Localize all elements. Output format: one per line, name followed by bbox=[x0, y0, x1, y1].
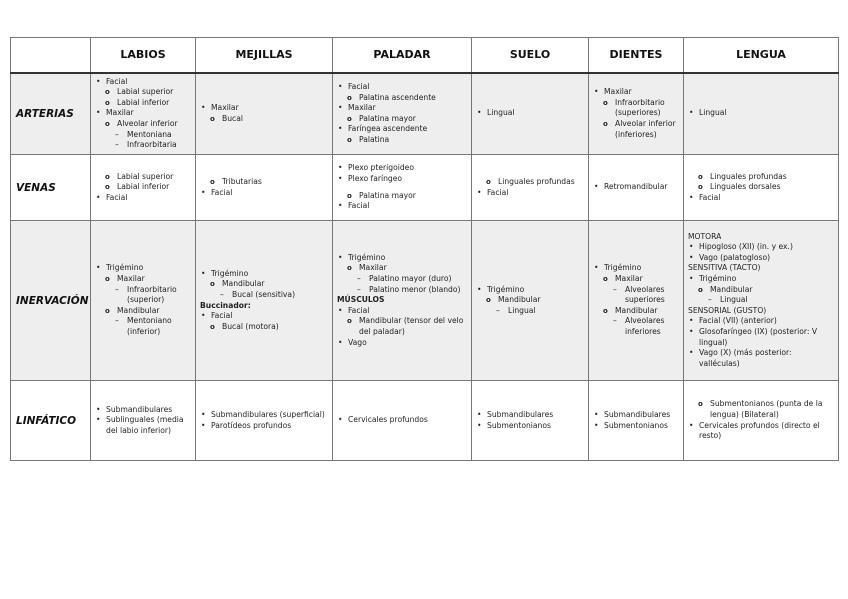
bullet-icon: • bbox=[477, 420, 482, 430]
cell-arterias-lengua bbox=[684, 73, 839, 155]
row-label-venas: VENAS bbox=[11, 155, 91, 221]
list-item-text: Plexo faríngeo bbox=[348, 173, 403, 183]
list-item bbox=[476, 410, 584, 421]
cell-linfatico-suelo bbox=[472, 381, 589, 461]
list-item bbox=[688, 421, 834, 442]
list-item-text: Palatina mayor bbox=[359, 113, 416, 123]
list-item-text: Hipogloso (XII) (in. y ex.) bbox=[699, 242, 793, 252]
list-item bbox=[200, 269, 328, 280]
list-item-text: Lingual bbox=[508, 305, 536, 315]
list-item bbox=[200, 188, 328, 199]
list-item bbox=[593, 182, 679, 193]
list-item bbox=[337, 263, 467, 274]
bullet-icon: • bbox=[338, 415, 343, 425]
list-item bbox=[95, 140, 191, 151]
list-item bbox=[688, 274, 834, 285]
list-item bbox=[688, 327, 834, 348]
list-item-text: Submandibulares bbox=[604, 409, 671, 419]
list-item bbox=[688, 232, 834, 243]
list-item-text: Trigémino bbox=[699, 274, 737, 284]
list-item-text: Labial inferior bbox=[117, 97, 170, 107]
bullet-icon: o bbox=[698, 285, 703, 294]
bullet-icon: o bbox=[486, 296, 491, 305]
bullet-icon: • bbox=[689, 316, 694, 326]
list-item bbox=[337, 306, 467, 317]
bullet-icon: • bbox=[477, 187, 482, 197]
list-item bbox=[337, 124, 467, 135]
list-item-text: Lingual bbox=[720, 295, 748, 305]
list-item-text: Maxilar bbox=[604, 87, 632, 97]
cell-venas-mejillas bbox=[196, 155, 333, 221]
list-item-text: SENSITIVA (TACTO) bbox=[688, 263, 761, 273]
list-item bbox=[688, 263, 834, 274]
list-item bbox=[337, 82, 467, 93]
list-item bbox=[200, 322, 328, 333]
list-item-text: Alveolar inferior bbox=[117, 119, 178, 129]
list-item-text: Trigémino bbox=[211, 268, 249, 278]
bullet-icon: • bbox=[201, 409, 206, 419]
list-item bbox=[688, 172, 834, 183]
list-item bbox=[593, 421, 679, 432]
list-item bbox=[337, 274, 467, 285]
list-item-text: Trigémino bbox=[604, 263, 642, 273]
list-item-text: Facial bbox=[487, 187, 509, 197]
row-label-linfatico: LINFÁTICO bbox=[11, 381, 91, 461]
cell-linfatico-paladar bbox=[333, 381, 472, 461]
list-item-text: Palatina bbox=[359, 134, 390, 144]
bullet-icon: • bbox=[338, 81, 343, 91]
list-item bbox=[476, 421, 584, 432]
list-item bbox=[337, 201, 467, 212]
row-venas bbox=[11, 155, 839, 221]
list-item-text: Cervicales profundos (directo el resto) bbox=[699, 420, 820, 441]
bullet-icon: • bbox=[477, 409, 482, 419]
list-item-text: Maxilar bbox=[348, 103, 376, 113]
list-item-text: Mandibular bbox=[117, 305, 160, 315]
list-item-text: SENSORIAL (GUSTO) bbox=[688, 305, 767, 315]
list-item-text: Faríngea ascendente bbox=[348, 124, 428, 134]
cell-venas-labios bbox=[91, 155, 196, 221]
bullet-icon: o bbox=[698, 183, 703, 192]
header-labios: LABIOS bbox=[91, 38, 196, 73]
bullet-icon: o bbox=[210, 177, 215, 186]
bullet-icon: • bbox=[594, 420, 599, 430]
list-item-text: Bucal (sensitiva) bbox=[232, 289, 296, 299]
list-item-text: Palatina mayor bbox=[359, 190, 416, 200]
list-item bbox=[688, 306, 834, 317]
list-item-text: Mandibular (tensor del velo del paladar) bbox=[359, 316, 464, 336]
bullet-icon: • bbox=[594, 263, 599, 273]
list-item bbox=[688, 285, 834, 296]
bullet-icon: – bbox=[115, 140, 119, 150]
list-item bbox=[337, 114, 467, 125]
list-item bbox=[95, 285, 191, 306]
bullet-icon: • bbox=[689, 242, 694, 252]
list-item bbox=[200, 103, 328, 114]
bullet-icon: – bbox=[115, 129, 119, 139]
bullet-icon: • bbox=[96, 263, 101, 273]
list-item bbox=[95, 119, 191, 130]
list-item bbox=[476, 177, 584, 188]
anatomy-table bbox=[10, 37, 839, 461]
list-item bbox=[337, 253, 467, 264]
bullet-icon: • bbox=[96, 76, 101, 86]
list-item-text: Alveolar inferior (inferiores) bbox=[615, 119, 676, 139]
list-item bbox=[337, 338, 467, 349]
list-item bbox=[593, 119, 679, 140]
bullet-icon: • bbox=[594, 409, 599, 419]
list-item-text: Submandibulares bbox=[106, 404, 173, 414]
list-item-text: Linguales profundas bbox=[498, 176, 575, 186]
bullet-icon: • bbox=[96, 192, 101, 202]
list-item-text: Trigémino bbox=[487, 284, 525, 294]
bullet-icon: • bbox=[689, 420, 694, 430]
bullet-icon: • bbox=[96, 415, 101, 425]
list-item-text: Labial superior bbox=[117, 87, 174, 97]
list-item bbox=[95, 77, 191, 88]
header-row bbox=[11, 38, 839, 73]
list-item bbox=[688, 242, 834, 253]
list-item-text: Facial bbox=[211, 187, 233, 197]
list-item-text: Infraorbitario (superior) bbox=[127, 284, 177, 305]
list-item-text: Vago (palatogloso) bbox=[699, 252, 771, 262]
row-arterias bbox=[11, 73, 839, 155]
list-item-text: Submentonianos bbox=[604, 420, 668, 430]
list-item bbox=[200, 114, 328, 125]
bullet-icon: o bbox=[105, 306, 110, 315]
list-item bbox=[95, 306, 191, 317]
list-item bbox=[593, 274, 679, 285]
list-item bbox=[476, 285, 584, 296]
bullet-icon: • bbox=[201, 268, 206, 278]
bullet-icon: • bbox=[689, 252, 694, 262]
list-item bbox=[337, 295, 467, 306]
list-item-text: Maxilar bbox=[117, 274, 145, 284]
list-item-text: Trigémino bbox=[106, 263, 144, 273]
cell-inervacion-suelo bbox=[472, 221, 589, 381]
list-item bbox=[200, 177, 328, 188]
list-item bbox=[476, 295, 584, 306]
list-item bbox=[688, 108, 834, 119]
bullet-icon: – bbox=[115, 316, 119, 326]
list-item bbox=[688, 348, 834, 369]
list-item-text: Sublinguales (media del labio inferior) bbox=[106, 415, 184, 435]
list-item-text: Cervicales profundos bbox=[348, 415, 428, 425]
list-item-text: Buccinador: bbox=[200, 300, 251, 310]
list-item-text: Labial superior bbox=[117, 171, 174, 181]
list-item-text: Maxilar bbox=[359, 263, 387, 273]
bullet-icon: o bbox=[347, 191, 352, 200]
bullet-icon: • bbox=[201, 311, 206, 321]
list-item bbox=[593, 316, 679, 337]
bullet-icon: • bbox=[338, 124, 343, 134]
list-item-text: Linguales dorsales bbox=[710, 182, 781, 192]
list-item-text: Linguales profundas bbox=[710, 171, 787, 181]
list-item-text: Trigémino bbox=[348, 252, 386, 262]
bullet-icon: • bbox=[338, 252, 343, 262]
list-item-text: Mentoniano (inferior) bbox=[127, 316, 172, 336]
list-item bbox=[688, 316, 834, 327]
bullet-icon: o bbox=[603, 275, 608, 284]
bullet-icon: • bbox=[96, 108, 101, 118]
list-item bbox=[688, 295, 834, 306]
list-item bbox=[337, 135, 467, 146]
list-item bbox=[337, 191, 467, 202]
cell-arterias-dientes bbox=[589, 73, 684, 155]
list-item bbox=[688, 253, 834, 264]
list-item bbox=[95, 87, 191, 98]
bullet-icon: o bbox=[603, 98, 608, 107]
bullet-icon: – bbox=[613, 284, 617, 294]
list-item-text: Glosofaríngeo (IX) (posterior: V lingual) bbox=[699, 326, 818, 347]
bullet-icon: • bbox=[338, 201, 343, 211]
list-item bbox=[476, 188, 584, 199]
list-item-text: Maxilar bbox=[106, 108, 134, 118]
bullet-icon: o bbox=[210, 322, 215, 331]
row-linfatico bbox=[11, 381, 839, 461]
cell-linfatico-lengua bbox=[684, 381, 839, 461]
bullet-icon: o bbox=[105, 183, 110, 192]
bullet-icon: – bbox=[613, 316, 617, 326]
list-item-text: Palatino menor (blando) bbox=[369, 284, 461, 294]
list-item-text: Facial (VII) (anterior) bbox=[699, 316, 777, 326]
bullet-icon: • bbox=[338, 173, 343, 183]
list-item bbox=[337, 163, 467, 174]
list-item-text: Palatina ascendente bbox=[359, 92, 436, 102]
bullet-icon: o bbox=[347, 93, 352, 102]
list-item bbox=[200, 311, 328, 322]
list-item-text: Retromandibular bbox=[604, 182, 668, 192]
list-item bbox=[95, 193, 191, 204]
list-item-text: Facial bbox=[348, 81, 370, 91]
bullet-icon: o bbox=[698, 172, 703, 181]
header-lengua: LENGUA bbox=[684, 38, 839, 73]
list-item bbox=[95, 263, 191, 274]
bullet-icon: – bbox=[357, 274, 361, 284]
list-item-text: Vago bbox=[348, 337, 367, 347]
bullet-icon: • bbox=[201, 187, 206, 197]
list-item-text: Alveolares inferiores bbox=[625, 316, 665, 336]
bullet-icon: • bbox=[689, 348, 694, 358]
list-item bbox=[200, 421, 328, 432]
bullet-icon: – bbox=[115, 284, 119, 294]
list-item-text: Submandibulares bbox=[487, 409, 554, 419]
bullet-icon: o bbox=[105, 172, 110, 181]
list-item bbox=[95, 182, 191, 193]
list-item-text: MÚSCULOS bbox=[337, 295, 385, 305]
list-item-text: Submentonianos bbox=[487, 420, 551, 430]
list-item-text: Plexo pterigoideo bbox=[348, 163, 414, 173]
list-item-text: Labial inferior bbox=[117, 182, 170, 192]
list-item-text: Facial bbox=[106, 76, 128, 86]
list-item-text: Mandibular bbox=[615, 305, 658, 315]
bullet-icon: o bbox=[105, 120, 110, 129]
list-item bbox=[200, 301, 328, 312]
cell-arterias-mejillas bbox=[196, 73, 333, 155]
bullet-icon: • bbox=[689, 326, 694, 336]
list-item-text: Vago (X) (más posterior: valléculas) bbox=[699, 348, 792, 368]
list-item bbox=[337, 174, 467, 185]
header-paladar: PALADAR bbox=[333, 38, 472, 73]
list-item-text: Bucal (motora) bbox=[222, 321, 279, 331]
list-item-text: Maxilar bbox=[615, 274, 643, 284]
bullet-icon: o bbox=[603, 120, 608, 129]
cell-linfatico-labios bbox=[91, 381, 196, 461]
list-item bbox=[95, 405, 191, 416]
cell-venas-dientes bbox=[589, 155, 684, 221]
list-item-text: Submandibulares (superficial) bbox=[211, 409, 325, 419]
bullet-icon: o bbox=[603, 306, 608, 315]
list-item-text: Alveolares superiores bbox=[625, 284, 665, 305]
list-item bbox=[95, 316, 191, 337]
bullet-icon: o bbox=[486, 177, 491, 186]
list-item bbox=[476, 306, 584, 317]
list-item bbox=[95, 108, 191, 119]
bullet-icon: • bbox=[201, 420, 206, 430]
bullet-icon: • bbox=[338, 337, 343, 347]
list-item bbox=[337, 415, 467, 426]
header-dientes: DIENTES bbox=[589, 38, 684, 73]
bullet-icon: • bbox=[338, 305, 343, 315]
cell-venas-suelo bbox=[472, 155, 589, 221]
list-item bbox=[200, 279, 328, 290]
cell-inervacion-dientes bbox=[589, 221, 684, 381]
cell-inervacion-mejillas bbox=[196, 221, 333, 381]
cell-venas-lengua bbox=[684, 155, 839, 221]
header-corner bbox=[11, 38, 91, 73]
cell-inervacion-paladar bbox=[333, 221, 472, 381]
bullet-icon: o bbox=[210, 280, 215, 289]
cell-inervacion-lengua bbox=[684, 221, 839, 381]
bullet-icon: • bbox=[689, 192, 694, 202]
bullet-icon: • bbox=[689, 274, 694, 284]
bullet-icon: – bbox=[357, 284, 361, 294]
list-item-text: Bucal bbox=[222, 113, 243, 123]
list-item bbox=[95, 98, 191, 109]
cell-venas-paladar bbox=[333, 155, 472, 221]
list-item bbox=[337, 93, 467, 104]
list-item bbox=[95, 172, 191, 183]
list-item-text: Facial bbox=[699, 192, 721, 202]
list-item-text: Tributarias bbox=[222, 176, 262, 186]
list-item-text: Submentonianos (punta de la lengua) (Bilateral) bbox=[710, 399, 823, 419]
list-item-text: Infraorbitaria bbox=[127, 140, 177, 150]
row-label-inervacion: INERVACIÓN bbox=[11, 221, 91, 381]
list-item-text: Facial bbox=[211, 311, 233, 321]
cell-arterias-paladar bbox=[333, 73, 472, 155]
bullet-icon: • bbox=[477, 108, 482, 118]
bullet-icon: o bbox=[210, 114, 215, 123]
cell-linfatico-mejillas bbox=[196, 381, 333, 461]
bullet-icon: o bbox=[105, 88, 110, 97]
list-item bbox=[200, 290, 328, 301]
list-item-text: Parotídeos profundos bbox=[211, 420, 292, 430]
list-item-text: Mandibular bbox=[222, 279, 265, 289]
list-item-text: Facial bbox=[106, 192, 128, 202]
list-item-text: Maxilar bbox=[211, 103, 239, 113]
list-item-text: Lingual bbox=[699, 108, 727, 118]
list-item bbox=[337, 285, 467, 296]
bullet-icon: – bbox=[708, 295, 712, 305]
list-item bbox=[95, 274, 191, 285]
row-label-arterias: ARTERIAS bbox=[11, 73, 91, 155]
bullet-icon: o bbox=[347, 135, 352, 144]
list-item bbox=[593, 87, 679, 98]
list-item bbox=[688, 399, 834, 420]
cell-inervacion-labios bbox=[91, 221, 196, 381]
list-item bbox=[95, 415, 191, 436]
list-item bbox=[95, 130, 191, 141]
list-item bbox=[593, 410, 679, 421]
list-item-text: MOTORA bbox=[688, 231, 722, 241]
bullet-icon: o bbox=[698, 400, 703, 409]
bullet-icon: o bbox=[105, 98, 110, 107]
list-item-text: Mandibular bbox=[710, 284, 753, 294]
list-item bbox=[593, 263, 679, 274]
cell-arterias-labios bbox=[91, 73, 196, 155]
list-item bbox=[688, 182, 834, 193]
list-item-text: Infraorbitario (superiores) bbox=[615, 97, 665, 118]
list-item-text: Lingual bbox=[487, 108, 515, 118]
bullet-icon: • bbox=[689, 108, 694, 118]
bullet-icon: o bbox=[347, 264, 352, 273]
list-item bbox=[337, 316, 467, 337]
bullet-icon: o bbox=[105, 275, 110, 284]
bullet-icon: • bbox=[594, 182, 599, 192]
bullet-icon: o bbox=[347, 114, 352, 123]
list-item bbox=[476, 108, 584, 119]
bullet-icon: – bbox=[220, 289, 224, 299]
list-item bbox=[593, 98, 679, 119]
list-item-text: Palatino mayor (duro) bbox=[369, 274, 452, 284]
bullet-icon: • bbox=[201, 103, 206, 113]
list-item bbox=[337, 103, 467, 114]
bullet-icon: • bbox=[96, 404, 101, 414]
list-item-text: Mandibular bbox=[498, 295, 541, 305]
cell-arterias-suelo bbox=[472, 73, 589, 155]
bullet-icon: • bbox=[477, 284, 482, 294]
list-item bbox=[688, 193, 834, 204]
list-item-text: Facial bbox=[348, 305, 370, 315]
cell-linfatico-dientes bbox=[589, 381, 684, 461]
bullet-icon: • bbox=[594, 87, 599, 97]
header-suelo: SUELO bbox=[472, 38, 589, 73]
list-item bbox=[593, 285, 679, 306]
bullet-icon: • bbox=[338, 103, 343, 113]
bullet-icon: – bbox=[496, 305, 500, 315]
bullet-icon: o bbox=[347, 317, 352, 326]
list-item-text: Facial bbox=[348, 201, 370, 211]
list-item-text: Mentoniana bbox=[127, 129, 172, 139]
row-inervacion bbox=[11, 221, 839, 381]
header-mejillas: MEJILLAS bbox=[196, 38, 333, 73]
list-item bbox=[200, 410, 328, 421]
list-item bbox=[593, 306, 679, 317]
bullet-icon: • bbox=[338, 163, 343, 173]
